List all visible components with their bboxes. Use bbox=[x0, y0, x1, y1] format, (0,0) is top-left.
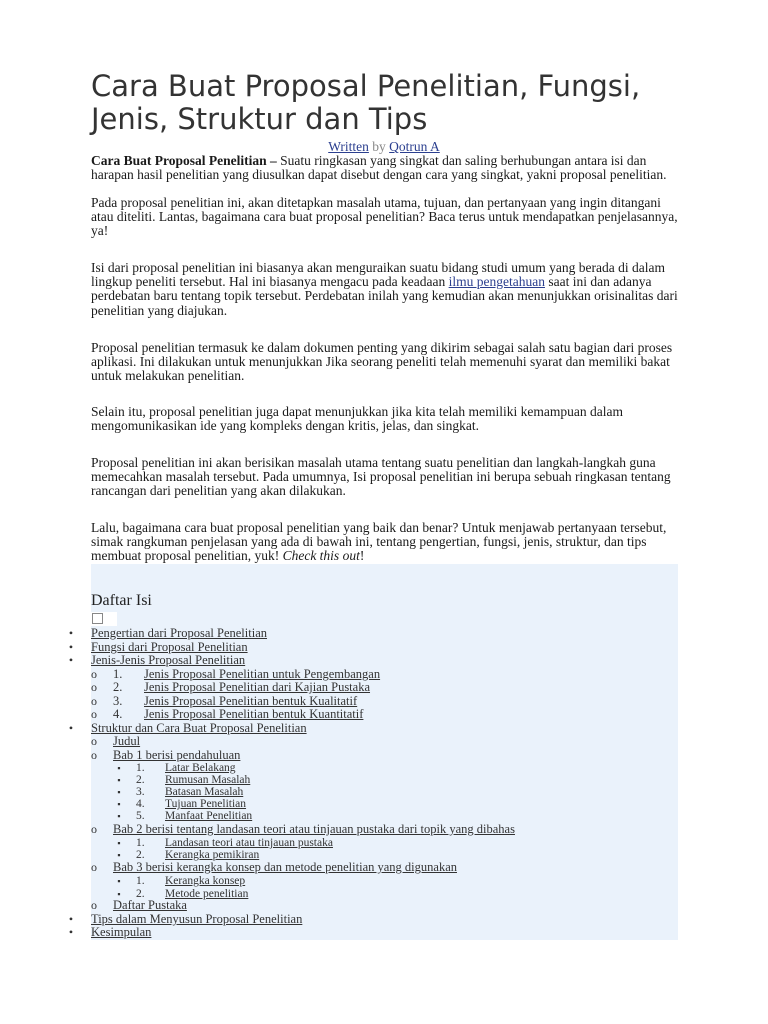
toc-label: Bab 2 berisi tentang landasan teori atau tinjauan pustaka dari topik yang dibahas bbox=[113, 822, 515, 836]
toc-number: 2. bbox=[136, 888, 145, 900]
toc-link[interactable] bbox=[113, 708, 363, 721]
toc-label: Jenis Proposal Penelitian dari Kajian Pustaka bbox=[144, 680, 371, 694]
toc-bullet: o bbox=[91, 748, 97, 762]
toc-link[interactable] bbox=[113, 899, 187, 912]
toc-link[interactable] bbox=[113, 749, 240, 762]
intro-bold: Cara Buat Proposal Penelitian – bbox=[91, 153, 277, 168]
toc-bullet: o bbox=[91, 680, 97, 694]
toc-bullet: o bbox=[91, 734, 97, 748]
toc-bullet: ▪ bbox=[117, 775, 121, 785]
toc-label: Daftar Pustaka bbox=[113, 898, 187, 912]
toc-number: 3. bbox=[136, 786, 145, 798]
toc-number: 1. bbox=[113, 667, 123, 681]
toc-label: Judul bbox=[113, 734, 141, 748]
toc-bullet: ▪ bbox=[117, 787, 121, 797]
toc-bullet: • bbox=[68, 653, 74, 667]
toc-number: 4. bbox=[136, 798, 145, 810]
toc-link[interactable] bbox=[91, 654, 245, 667]
toc-label: Latar Belakang bbox=[165, 762, 236, 774]
toc-link[interactable] bbox=[136, 875, 245, 888]
paragraph-5: Selain itu, proposal penelitian juga dapat menunjukkan jika kita telah memiliki kemampuan dalam mengomunikasikan ide yang kompleks dengan kritis, jelas, dan singkat. bbox=[91, 404, 623, 434]
toc-bullet: ▪ bbox=[117, 799, 121, 809]
toc-bullet: ▪ bbox=[117, 838, 121, 848]
toc-label: Fungsi dari Proposal Penelitian bbox=[91, 640, 248, 654]
toc-label: Landasan teori atau tinjauan pustaka bbox=[165, 837, 333, 849]
toc-bullet: ▪ bbox=[117, 876, 121, 886]
toc-number: 1. bbox=[136, 875, 145, 887]
toc-link[interactable] bbox=[113, 735, 140, 748]
toc-bullet: o bbox=[91, 822, 97, 836]
paragraph-7 bbox=[91, 521, 681, 564]
author-link[interactable]: Qotrun A bbox=[389, 139, 440, 154]
toc-label: Jenis Proposal Penelitian bentuk Kualitatif bbox=[144, 694, 358, 708]
toc-number: 4. bbox=[113, 707, 123, 721]
p7-text: Lalu, bagaimana cara buat proposal penelitian yang baik dan benar? Untuk menjawab pertanyaan tersebut, simak rangkuman penjelasan yang ada di bawah ini, tentang pengertian, fungsi, jenis, struktur, dan tips membuat proposal penelitian, yuk! bbox=[91, 520, 667, 564]
paragraph-intro bbox=[91, 154, 681, 182]
toc-label: Jenis-Jenis Proposal Penelitian bbox=[91, 653, 246, 667]
toc-label: Jenis Proposal Penelitian bentuk Kuantitatif bbox=[144, 707, 364, 721]
toc-label: Batasan Masalah bbox=[165, 786, 244, 798]
p3-text-after: saat ini dan adanya perdebatan baru tentang topik tersebut. Perdebatan inilah yang kemudian akan menunjukkan orisinalitas dari penelitian yang diajukan. bbox=[91, 274, 678, 318]
toc-number: 2. bbox=[113, 680, 123, 694]
toc-number: 2. bbox=[136, 774, 145, 786]
toc-number: 2. bbox=[136, 849, 145, 861]
toc-label: Jenis Proposal Penelitian untuk Pengembangan bbox=[144, 667, 381, 681]
toc-bullet: o bbox=[91, 860, 97, 874]
toc-number: 1. bbox=[136, 837, 145, 849]
toc-label: Tips dalam Menyusun Proposal Penelitian bbox=[91, 912, 303, 926]
toc-label: Kerangka pemikiran bbox=[165, 849, 260, 861]
toc-label: Metode penelitian bbox=[165, 888, 249, 900]
p7-italic: Check this out bbox=[282, 548, 360, 564]
ilmu-pengetahuan-link[interactable]: ilmu pengetahuan bbox=[448, 274, 545, 290]
toc-link[interactable] bbox=[91, 926, 151, 939]
toc-title: Daftar Isi bbox=[91, 592, 152, 609]
toc-label: Struktur dan Cara Buat Proposal Penelitian bbox=[91, 721, 307, 735]
toc-label: Bab 1 berisi pendahuluan bbox=[113, 748, 241, 762]
toc-label: Pengertian dari Proposal Penelitian bbox=[91, 626, 268, 640]
toc-link[interactable] bbox=[113, 823, 515, 836]
toc-label: Bab 3 berisi kerangka konsep dan metode penelitian yang digunakan bbox=[113, 860, 457, 874]
toc-label: Kesimpulan bbox=[91, 925, 152, 939]
toc-bullet: o bbox=[91, 898, 97, 912]
toc-link[interactable] bbox=[113, 861, 457, 874]
toc-bullet: o bbox=[91, 707, 97, 721]
toc-bullet: • bbox=[68, 640, 74, 654]
toc-bullet: • bbox=[68, 626, 74, 640]
p7-end: ! bbox=[359, 548, 365, 564]
written-link[interactable]: Written bbox=[328, 139, 369, 154]
toc-bullet: o bbox=[91, 667, 97, 681]
article-title: Cara Buat Proposal Penelitian, Fungsi, Jenis, Struktur dan Tips bbox=[91, 69, 641, 136]
toc-number: 5. bbox=[136, 810, 145, 822]
toc-bullet: • bbox=[68, 925, 74, 939]
paragraph-6: Proposal penelitian ini akan berisikan masalah utama tentang suatu penelitian dan langkah-langkah guna memecahkan masalah tersebut. Pada umumnya, Isi proposal penelitian ini berupa sebuah ringkasan tentang rancangan dari penelitian yang akan dilakukan. bbox=[91, 455, 671, 499]
toc-number: 1. bbox=[136, 762, 145, 774]
toc-label: Rumusan Masalah bbox=[165, 774, 251, 786]
toc-bullet: • bbox=[68, 912, 74, 926]
paragraph-2: Pada proposal penelitian ini, akan ditetapkan masalah utama, tujuan, dan pertanyaan yang ingin ditangani atau diteliti. Lantas, bagaimana cara buat proposal penelitian? Baca terus untuk mendapatkan penjelasannya, ya! bbox=[91, 195, 678, 239]
paragraph-3 bbox=[91, 261, 681, 318]
toc-label: Kerangka konsep bbox=[165, 875, 246, 887]
toc-bullet: o bbox=[91, 694, 97, 708]
toc-number: 3. bbox=[113, 694, 123, 708]
by-label: by bbox=[372, 139, 386, 154]
toc-bullet: ▪ bbox=[117, 850, 121, 860]
toc-link[interactable] bbox=[113, 681, 370, 694]
toc-bullet: ▪ bbox=[117, 763, 121, 773]
p3-text-before: Isi dari proposal penelitian ini biasanya akan menguraikan suatu bidang studi umum yang berada di dalam lingkup peneliti tersebut. Hal ini biasanya mengacu pada keadaan bbox=[91, 260, 665, 290]
toc-bullet: ▪ bbox=[117, 811, 121, 821]
toc-toggle-checkbox[interactable] bbox=[92, 613, 103, 624]
toc-bullet: ▪ bbox=[117, 889, 121, 899]
toc-label: Manfaat Penelitian bbox=[165, 810, 253, 822]
intro-text: Suatu ringkasan yang singkat dan saling berhubungan antara isi dan harapan hasil penelitian yang diusulkan dapat disebut dengan cara yang singkat, yakni proposal penelitian. bbox=[91, 153, 667, 183]
toc-bullet: • bbox=[68, 721, 74, 735]
toc-link[interactable] bbox=[91, 627, 267, 640]
paragraph-4: Proposal penelitian termasuk ke dalam dokumen penting yang dikirim sebagai salah satu bagian dari proses aplikasi. Ini dilakukan untuk menunjukkan Jika seorang peneliti telah memenuhi syarat dan memiliki bakat untuk melakukan penelitian. bbox=[91, 340, 673, 384]
toc-label: Tujuan Penelitian bbox=[165, 798, 247, 810]
